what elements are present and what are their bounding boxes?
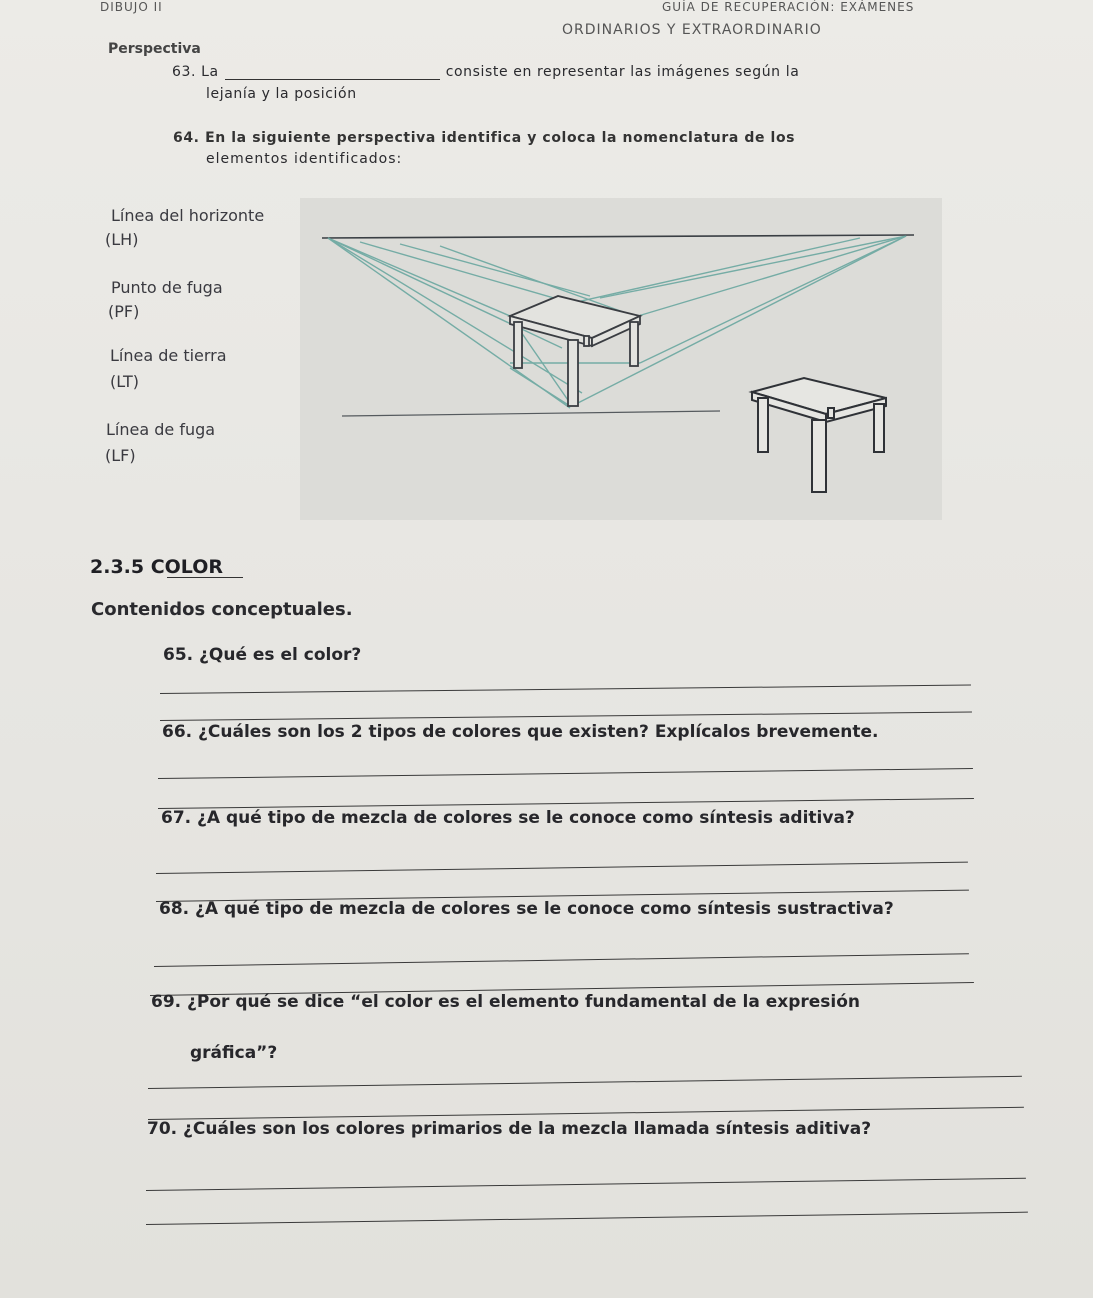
label-vanishing-point: Punto de fuga (111, 278, 223, 297)
label-horizon-line: Línea del horizonte (111, 206, 265, 225)
question-69-line2: gráfica”? (190, 1043, 278, 1063)
label-vanishing-abbr: (PF) (108, 302, 140, 321)
question-64-line1: 64. En la siguiente perspectiva identifica y coloca la nomenclatura de los (173, 130, 796, 146)
guide-title: GUÍA DE RECUPERACIÓN: EXÁMENES (662, 0, 915, 14)
question-67: 67. ¿A qué tipo de mezcla de colores se le conoce como síntesis aditiva? (161, 808, 855, 828)
perspective-drawing (300, 198, 942, 520)
q63-continuation: lejanía y la posición (206, 86, 357, 102)
perspective-figure (300, 198, 942, 520)
question-63 (172, 64, 799, 80)
answer-line-65b[interactable] (160, 711, 972, 721)
label-ground-abbr: (LT) (110, 372, 139, 391)
q63-start: 63. La (172, 64, 219, 80)
course-name: DIBUJO II (100, 0, 163, 14)
section-color-underline (167, 577, 243, 578)
question-65: 65. ¿Qué es el color? (163, 645, 362, 665)
label-horizon-abbr: (LH) (105, 230, 139, 249)
guide-subtitle: ORDINARIOS Y EXTRAORDINARIO (562, 22, 822, 38)
question-66: 66. ¿Cuáles son los 2 tipos de colores que existen? Explícalos brevemente. (162, 722, 879, 742)
q63-end: consiste en representar las imágenes según la (445, 64, 800, 80)
label-ground-line: Línea de tierra (110, 346, 227, 365)
table-perspective (510, 296, 640, 406)
question-64-line2: elementos identificados: (206, 151, 403, 167)
question-69-line1: 69. ¿Por qué se dice “el color es el elemento fundamental de la expresión (151, 992, 861, 1012)
section-perspectiva: Perspectiva (108, 41, 201, 57)
answer-line-69b[interactable] (148, 1107, 1024, 1120)
answer-line-69a[interactable] (148, 1076, 1022, 1089)
answer-line-65a[interactable] (160, 685, 971, 694)
answer-line-70a[interactable] (146, 1178, 1026, 1191)
question-68: 68. ¿A qué tipo de mezcla de colores se le conoce como síntesis sustractiva? (159, 899, 894, 919)
subsection-title: Contenidos conceptuales. (91, 599, 353, 620)
label-vanishing-line: Línea de fuga (106, 420, 216, 439)
table-plain (752, 378, 886, 492)
question-70: 70. ¿Cuáles son los colores primarios de la mezcla llamada síntesis aditiva? (147, 1119, 872, 1139)
answer-line-68a[interactable] (154, 953, 969, 967)
answer-line-66a[interactable] (158, 768, 973, 779)
section-color-title: 2.3.5 COLOR (90, 556, 224, 578)
q63-answer-blank[interactable] (225, 65, 440, 80)
ground-line (342, 411, 720, 416)
label-vanishing-line-abbr: (LF) (105, 446, 136, 465)
horizon-line (322, 235, 914, 238)
answer-line-70b[interactable] (146, 1212, 1028, 1225)
answer-line-67a[interactable] (156, 862, 968, 874)
